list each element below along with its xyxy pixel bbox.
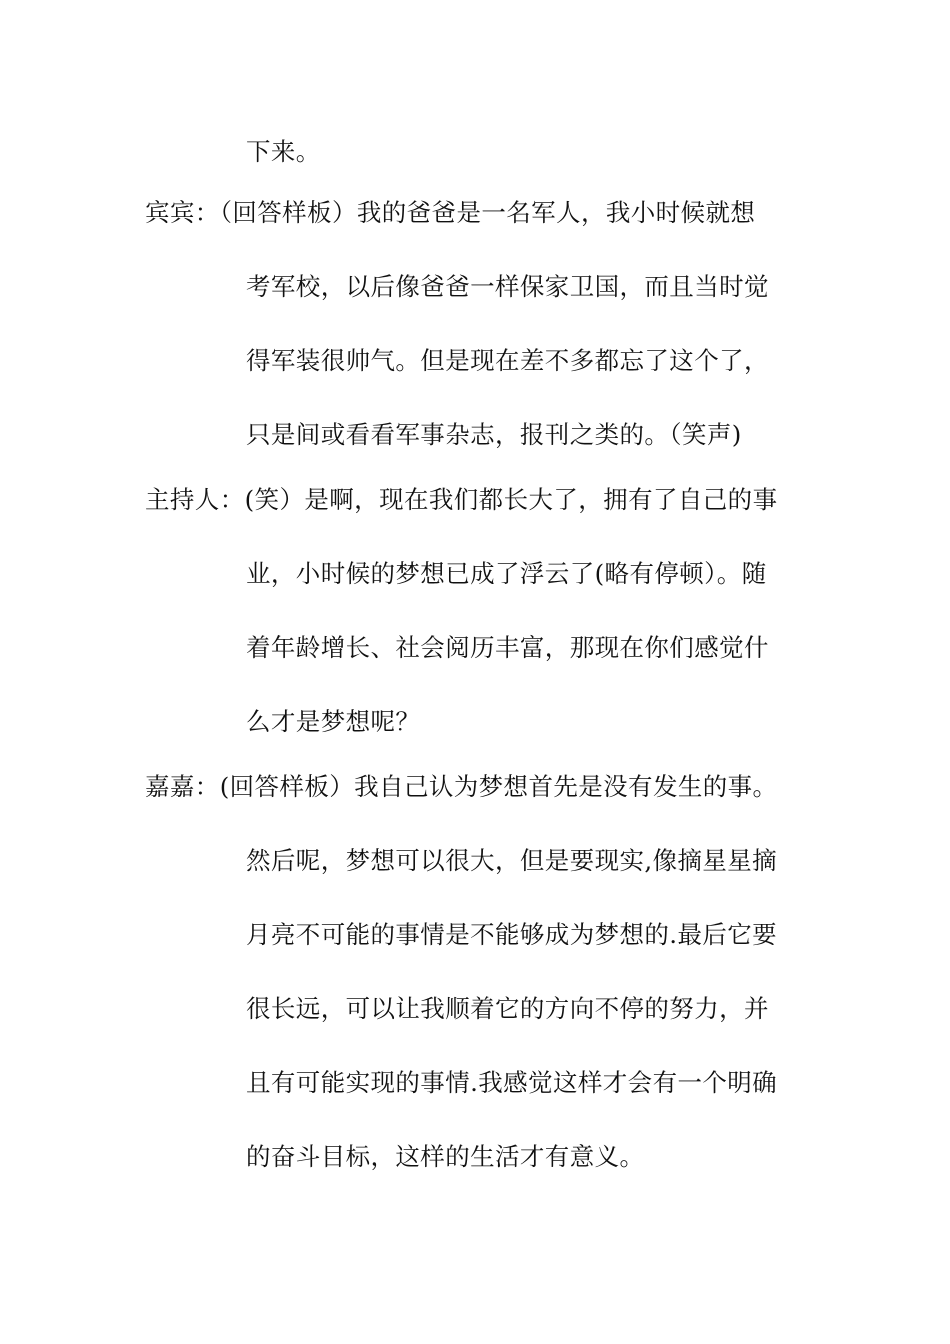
line-text: 下来。 (246, 137, 321, 166)
paragraph-line (246, 345, 769, 377)
line-text: （回答样板）我的爸爸是一名军人，我小时候就想 (219, 198, 756, 227)
paragraph-line (246, 632, 769, 664)
line-text: 得军装很帅气。但是现在差不多都忘了这个了， (246, 346, 769, 375)
paragraph-line (246, 136, 321, 168)
line-text: 且有可能实现的事情.我感觉这样才会有一个明确 (246, 1068, 778, 1097)
paragraph-line (246, 919, 777, 951)
line-text: 然后呢，梦想可以很大，但是要现实,像摘星星摘 (246, 846, 778, 875)
line-text: 的奋斗目标，这样的生活才有意义。 (246, 1142, 645, 1171)
line-text: 月亮不可能的事情是不能够成为梦想的.最后它要 (246, 920, 778, 949)
paragraph-line (246, 845, 777, 877)
speaker-label: 主持人： (145, 485, 245, 514)
dialogue-first-line (145, 197, 755, 229)
paragraph-line (246, 706, 420, 738)
paragraph-line (246, 993, 769, 1025)
line-text: 很长远，可以让我顺着它的方向不停的努力，并 (246, 994, 769, 1023)
speaker-label: 宾宾： (145, 198, 220, 227)
line-text: 业，小时候的梦想已成了浮云了(略有停顿）。随 (246, 559, 767, 588)
line-text: 考军校，以后像爸爸一样保家卫国，而且当时觉 (246, 272, 769, 301)
line-text: (回答样板）我自己认为梦想首先是没有发生的事。 (219, 772, 778, 801)
line-text: 着年龄增长、社会阅历丰富，那现在你们感觉什 (246, 633, 769, 662)
paragraph-line (246, 558, 767, 590)
paragraph-line (246, 1067, 777, 1099)
dialogue-first-line (145, 771, 777, 803)
paragraph-line (246, 419, 742, 451)
line-text: (笑）是啊，现在我们都长大了，拥有了自己的事 (244, 485, 778, 514)
dialogue-first-line (145, 484, 777, 516)
line-text: 只是间或看看军事杂志，报刊之类的。（笑声) (246, 420, 742, 449)
speaker-label: 嘉嘉： (145, 772, 220, 801)
paragraph-line (246, 1141, 644, 1173)
paragraph-line (246, 271, 769, 303)
line-text: 么才是梦想呢？ (246, 707, 421, 736)
